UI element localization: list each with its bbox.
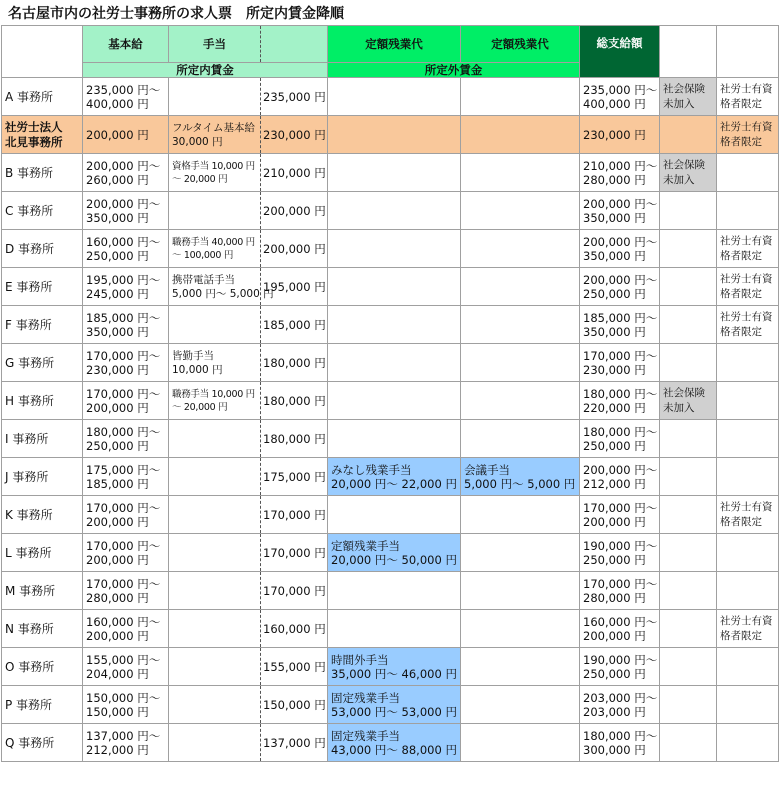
fixed-overtime-1 <box>328 344 461 382</box>
insurance-status <box>660 724 717 762</box>
table-row <box>2 572 779 610</box>
in-wage-total: 175,000 円 <box>261 458 328 496</box>
total-pay: 210,000 円〜 280,000 円 <box>580 154 660 192</box>
fixed-overtime-2 <box>461 116 580 154</box>
office-name: A 事務所 <box>2 78 83 116</box>
qualification-note <box>717 382 779 420</box>
qualification-note: 社労士有資 格者限定 <box>717 306 779 344</box>
office-name: C 事務所 <box>2 192 83 230</box>
office-name: E 事務所 <box>2 268 83 306</box>
fixed-overtime-1: 定額残業手当 20,000 円〜 50,000 円 <box>328 534 461 572</box>
in-wage-total: 160,000 円 <box>261 610 328 648</box>
basic-salary: 180,000 円〜 250,000 円 <box>83 420 169 458</box>
basic-salary: 175,000 円〜 185,000 円 <box>83 458 169 496</box>
office-name: O 事務所 <box>2 648 83 686</box>
fixed-overtime-2 <box>461 686 580 724</box>
basic-salary: 160,000 円〜 250,000 円 <box>83 230 169 268</box>
fixed-overtime-2 <box>461 192 580 230</box>
fixed-overtime-1 <box>328 382 461 420</box>
fixed-overtime-1 <box>328 116 461 154</box>
in-wage-total: 137,000 円 <box>261 724 328 762</box>
allowance: 資格手当 10,000 円 〜 20,000 円 <box>169 154 261 192</box>
office-name: F 事務所 <box>2 306 83 344</box>
header-insurance <box>660 26 717 78</box>
fixed-overtime-2 <box>461 496 580 534</box>
office-name: I 事務所 <box>2 420 83 458</box>
office-name: D 事務所 <box>2 230 83 268</box>
in-wage-total: 155,000 円 <box>261 648 328 686</box>
header-in-wage: 所定内賃金 <box>83 63 328 78</box>
basic-salary: 200,000 円〜 260,000 円 <box>83 154 169 192</box>
table-row <box>2 724 779 762</box>
fixed-overtime-2 <box>461 610 580 648</box>
in-wage-total: 170,000 円 <box>261 572 328 610</box>
fixed-overtime-1: 時間外手当 35,000 円〜 46,000 円 <box>328 648 461 686</box>
fixed-overtime-1 <box>328 192 461 230</box>
table-row <box>2 686 779 724</box>
allowance <box>169 458 261 496</box>
fixed-overtime-1 <box>328 572 461 610</box>
table-row <box>2 648 779 686</box>
basic-salary: 160,000 円〜 200,000 円 <box>83 610 169 648</box>
basic-salary: 150,000 円〜 150,000 円 <box>83 686 169 724</box>
total-pay: 170,000 円〜 230,000 円 <box>580 344 660 382</box>
in-wage-total: 195,000 円 <box>261 268 328 306</box>
fixed-overtime-2 <box>461 154 580 192</box>
insurance-status <box>660 496 717 534</box>
table-row <box>2 458 779 496</box>
page-title: 名古屋市内の社労士事務所の求人票 所定内賃金降順 <box>8 6 344 22</box>
table-row <box>2 610 779 648</box>
insurance-status <box>660 306 717 344</box>
total-pay: 185,000 円〜 350,000 円 <box>580 306 660 344</box>
office-name: P 事務所 <box>2 686 83 724</box>
fixed-overtime-2 <box>461 420 580 458</box>
fixed-overtime-2 <box>461 534 580 572</box>
fixed-overtime-2 <box>461 306 580 344</box>
qualification-note <box>717 344 779 382</box>
qualification-note: 社労士有資 格者限定 <box>717 230 779 268</box>
allowance: 携帯電話手当 5,000 円〜 5,000 円 <box>169 268 261 306</box>
header-out-wage: 所定外賃金 <box>328 63 580 78</box>
fixed-overtime-1 <box>328 420 461 458</box>
qualification-note: 社労士有資 格者限定 <box>717 268 779 306</box>
table-row <box>2 268 779 306</box>
total-pay: 235,000 円〜 400,000 円 <box>580 78 660 116</box>
basic-salary: 170,000 円〜 200,000 円 <box>83 534 169 572</box>
table-row <box>2 382 779 420</box>
total-pay: 200,000 円〜 250,000 円 <box>580 268 660 306</box>
total-pay: 170,000 円〜 280,000 円 <box>580 572 660 610</box>
allowance <box>169 724 261 762</box>
basic-salary: 185,000 円〜 350,000 円 <box>83 306 169 344</box>
total-pay: 203,000 円〜 203,000 円 <box>580 686 660 724</box>
table-row <box>2 192 779 230</box>
insurance-status: 社会保険 未加入 <box>660 154 717 192</box>
office-name: L 事務所 <box>2 534 83 572</box>
in-wage-total: 180,000 円 <box>261 420 328 458</box>
total-pay: 180,000 円〜 220,000 円 <box>580 382 660 420</box>
insurance-status <box>660 116 717 154</box>
fixed-overtime-2 <box>461 382 580 420</box>
total-pay: 230,000 円 <box>580 116 660 154</box>
fixed-overtime-2 <box>461 230 580 268</box>
basic-salary: 170,000 円〜 230,000 円 <box>83 344 169 382</box>
fixed-overtime-2 <box>461 648 580 686</box>
office-name: H 事務所 <box>2 382 83 420</box>
allowance: フルタイム基本給 30,000 円 <box>169 116 261 154</box>
header-in-total <box>261 26 328 63</box>
qualification-note: 社労士有資 格者限定 <box>717 610 779 648</box>
table-row <box>2 154 779 192</box>
fixed-overtime-2 <box>461 268 580 306</box>
office-name: M 事務所 <box>2 572 83 610</box>
allowance: 皆勤手当 10,000 円 <box>169 344 261 382</box>
total-pay: 180,000 円〜 250,000 円 <box>580 420 660 458</box>
table-row <box>2 116 779 154</box>
fixed-overtime-2 <box>461 724 580 762</box>
qualification-note <box>717 458 779 496</box>
insurance-status <box>660 268 717 306</box>
insurance-status <box>660 648 717 686</box>
insurance-status <box>660 572 717 610</box>
basic-salary: 170,000 円〜 280,000 円 <box>83 572 169 610</box>
in-wage-total: 170,000 円 <box>261 496 328 534</box>
basic-salary: 200,000 円 <box>83 116 169 154</box>
fixed-overtime-1 <box>328 496 461 534</box>
qualification-note <box>717 534 779 572</box>
basic-salary: 137,000 円〜 212,000 円 <box>83 724 169 762</box>
basic-salary: 170,000 円〜 200,000 円 <box>83 382 169 420</box>
fixed-overtime-1 <box>328 154 461 192</box>
basic-salary: 155,000 円〜 204,000 円 <box>83 648 169 686</box>
insurance-status: 社会保険 未加入 <box>660 78 717 116</box>
total-pay: 190,000 円〜 250,000 円 <box>580 534 660 572</box>
total-pay: 200,000 円〜 350,000 円 <box>580 230 660 268</box>
header-fixed-ot-2: 定額残業代 <box>461 26 580 63</box>
office-name: G 事務所 <box>2 344 83 382</box>
allowance <box>169 610 261 648</box>
insurance-status <box>660 610 717 648</box>
insurance-status <box>660 230 717 268</box>
fixed-overtime-1 <box>328 78 461 116</box>
qualification-note <box>717 724 779 762</box>
office-name: Q 事務所 <box>2 724 83 762</box>
allowance: 職務手当 10,000 円 〜 20,000 円 <box>169 382 261 420</box>
allowance: 職務手当 40,000 円 〜 100,000 円 <box>169 230 261 268</box>
fixed-overtime-1 <box>328 610 461 648</box>
allowance <box>169 648 261 686</box>
insurance-status <box>660 344 717 382</box>
insurance-status <box>660 458 717 496</box>
basic-salary: 195,000 円〜 245,000 円 <box>83 268 169 306</box>
in-wage-total: 235,000 円 <box>261 78 328 116</box>
header-allowance: 手当 <box>169 26 261 63</box>
in-wage-total: 180,000 円 <box>261 382 328 420</box>
in-wage-total: 230,000 円 <box>261 116 328 154</box>
table-row <box>2 420 779 458</box>
table-row <box>2 230 779 268</box>
allowance <box>169 78 261 116</box>
fixed-overtime-1 <box>328 268 461 306</box>
allowance <box>169 686 261 724</box>
total-pay: 200,000 円〜 350,000 円 <box>580 192 660 230</box>
allowance <box>169 572 261 610</box>
table-row <box>2 344 779 382</box>
basic-salary: 235,000 円〜 400,000 円 <box>83 78 169 116</box>
qualification-note: 社労士有資 格者限定 <box>717 78 779 116</box>
office-name: J 事務所 <box>2 458 83 496</box>
allowance <box>169 496 261 534</box>
fixed-overtime-1: 固定残業手当 53,000 円〜 53,000 円 <box>328 686 461 724</box>
qualification-note <box>717 192 779 230</box>
header-notes <box>717 26 779 78</box>
in-wage-total: 200,000 円 <box>261 230 328 268</box>
fixed-overtime-1 <box>328 306 461 344</box>
header-fixed-ot-1: 定額残業代 <box>328 26 461 63</box>
table-row <box>2 534 779 572</box>
insurance-status <box>660 420 717 458</box>
fixed-overtime-2 <box>461 344 580 382</box>
total-pay: 200,000 円〜 212,000 円 <box>580 458 660 496</box>
in-wage-total: 150,000 円 <box>261 686 328 724</box>
office-name: K 事務所 <box>2 496 83 534</box>
fixed-overtime-1: 固定残業手当 43,000 円〜 88,000 円 <box>328 724 461 762</box>
qualification-note: 社労士有資 格者限定 <box>717 116 779 154</box>
allowance <box>169 534 261 572</box>
qualification-note <box>717 648 779 686</box>
total-pay: 170,000 円〜 200,000 円 <box>580 496 660 534</box>
total-pay: 180,000 円〜 300,000 円 <box>580 724 660 762</box>
insurance-status <box>660 192 717 230</box>
in-wage-total: 170,000 円 <box>261 534 328 572</box>
allowance <box>169 192 261 230</box>
in-wage-total: 200,000 円 <box>261 192 328 230</box>
in-wage-total: 210,000 円 <box>261 154 328 192</box>
qualification-note <box>717 572 779 610</box>
header-basic: 基本給 <box>83 26 169 63</box>
qualification-note <box>717 154 779 192</box>
allowance <box>169 420 261 458</box>
corner-cell <box>2 26 83 78</box>
office-name: N 事務所 <box>2 610 83 648</box>
office-name: B 事務所 <box>2 154 83 192</box>
in-wage-total: 180,000 円 <box>261 344 328 382</box>
basic-salary: 170,000 円〜 200,000 円 <box>83 496 169 534</box>
total-pay: 160,000 円〜 200,000 円 <box>580 610 660 648</box>
total-pay: 190,000 円〜 250,000 円 <box>580 648 660 686</box>
fixed-overtime-2 <box>461 572 580 610</box>
qualification-note <box>717 686 779 724</box>
insurance-status <box>660 534 717 572</box>
fixed-overtime-1: みなし残業手当 20,000 円〜 22,000 円 <box>328 458 461 496</box>
table-row <box>2 496 779 534</box>
header-total: 総支給額 <box>580 26 660 78</box>
fixed-overtime-2 <box>461 78 580 116</box>
qualification-note <box>717 420 779 458</box>
fixed-overtime-2: 会議手当 5,000 円〜 5,000 円 <box>461 458 580 496</box>
salary-table <box>1 25 779 762</box>
table-row <box>2 306 779 344</box>
allowance <box>169 306 261 344</box>
in-wage-total: 185,000 円 <box>261 306 328 344</box>
insurance-status <box>660 686 717 724</box>
office-name: 社労士法人 北見事務所 <box>2 116 83 154</box>
table-row <box>2 78 779 116</box>
qualification-note: 社労士有資 格者限定 <box>717 496 779 534</box>
insurance-status: 社会保険 未加入 <box>660 382 717 420</box>
basic-salary: 200,000 円〜 350,000 円 <box>83 192 169 230</box>
fixed-overtime-1 <box>328 230 461 268</box>
